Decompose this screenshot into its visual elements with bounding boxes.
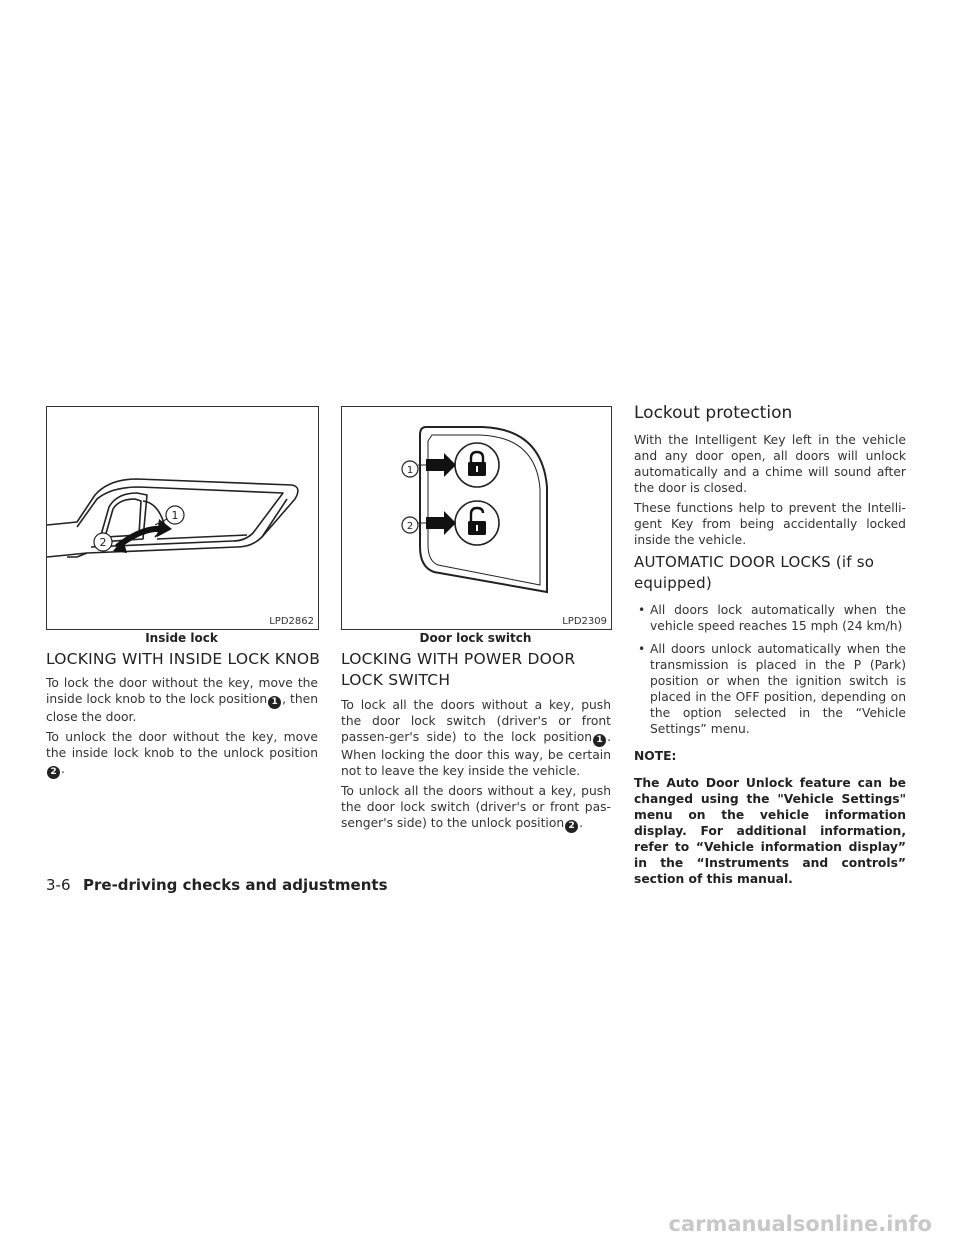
figure2-callout-1: 1 xyxy=(406,465,414,476)
inside-lock-illustration xyxy=(47,407,318,629)
figure1-callout-2: 2 xyxy=(99,536,107,549)
list-item: • All doors unlock automatically when the transmission is placed in the P (Park) position or when the ignition switch is placed in the OFF position, depending on the option selected in the “Vehicle Settings” menu. xyxy=(636,641,906,737)
figure-door-lock-switch xyxy=(341,406,612,630)
chapter-title: Pre-driving checks and adjustments xyxy=(83,876,388,894)
position-2-marker: 2 xyxy=(565,820,578,833)
list-item: • All doors lock automatically when the vehicle speed reaches 15 mph (24 km/h) xyxy=(636,602,906,634)
figure2-callout-2: 2 xyxy=(406,521,414,532)
section1-p1-text-b: , then close the door. xyxy=(46,692,318,724)
position-1-marker: 1 xyxy=(593,734,606,747)
section2-heading: LOCKING WITH POWER DOOR LOCK SWITCH xyxy=(341,650,576,689)
section1-paragraph-2 xyxy=(46,729,318,779)
note-label: NOTE: xyxy=(634,749,677,763)
figure2-code: LPD2309 xyxy=(562,616,607,627)
figure1-code: LPD2862 xyxy=(269,616,314,627)
section4-heading: AUTOMATIC DOOR LOCKS (if so equipped) xyxy=(634,553,875,592)
page-number: 3-6 xyxy=(46,876,71,894)
section1-p1-text-a: To lock the door without the key, move the inside lock knob to the lock position xyxy=(46,676,318,706)
figure1-caption: Inside lock xyxy=(145,631,218,645)
section3-heading: Lockout protection xyxy=(634,403,793,423)
watermark: carmanualsonline.info xyxy=(668,1212,932,1236)
note-body: The Auto Door Unlock feature can be changed using the "Vehicle Settings" menu on the vehicle information display. For additional information, refer to “Vehicle information display” in the “Instruments and controls” section of this manual. xyxy=(634,776,906,886)
section3-paragraph-1: With the Intelligent Key left in the vehicle and any door open, all doors will unlock automatically and a chime will sound after the door is closed. xyxy=(634,433,906,495)
section1-paragraph-1 xyxy=(46,675,318,725)
section3-paragraph-2: These functions help to prevent the Intelli-gent Key from being accidentally locked inside the vehicle. xyxy=(634,501,906,547)
figure1-callout-1: 1 xyxy=(171,509,179,522)
section1-p2-text-a: To unlock the door without the key, move the inside lock knob to the unlock position xyxy=(46,730,318,760)
auto-lock-bullet-list xyxy=(636,602,906,744)
position-1-marker: 1 xyxy=(268,696,281,709)
section1-p2-text-b: . xyxy=(61,762,65,776)
section2-p1-text-b: . When locking the door this way, be certain not to leave the key inside the vehicle. xyxy=(341,730,611,778)
figure-inside-lock xyxy=(46,406,319,630)
position-2-marker: 2 xyxy=(47,766,60,779)
door-lock-switch-illustration xyxy=(342,407,611,629)
section2-p1-text-a: To lock all the doors without a key, push the door lock switch (driver's or front passen-ger's side) to the lock position xyxy=(341,698,611,744)
section2-paragraph-2 xyxy=(341,783,611,833)
section2-p2-text-b: . xyxy=(579,816,584,830)
section2-paragraph-1 xyxy=(341,697,611,779)
figure2-caption: Door lock switch xyxy=(419,631,532,645)
section1-heading: LOCKING WITH INSIDE LOCK KNOB xyxy=(46,650,321,668)
section2-p2-text-a: To unlock all the doors without a key, push the door lock switch (driver's or front pas-senger's side) to the unlock position xyxy=(341,784,611,830)
